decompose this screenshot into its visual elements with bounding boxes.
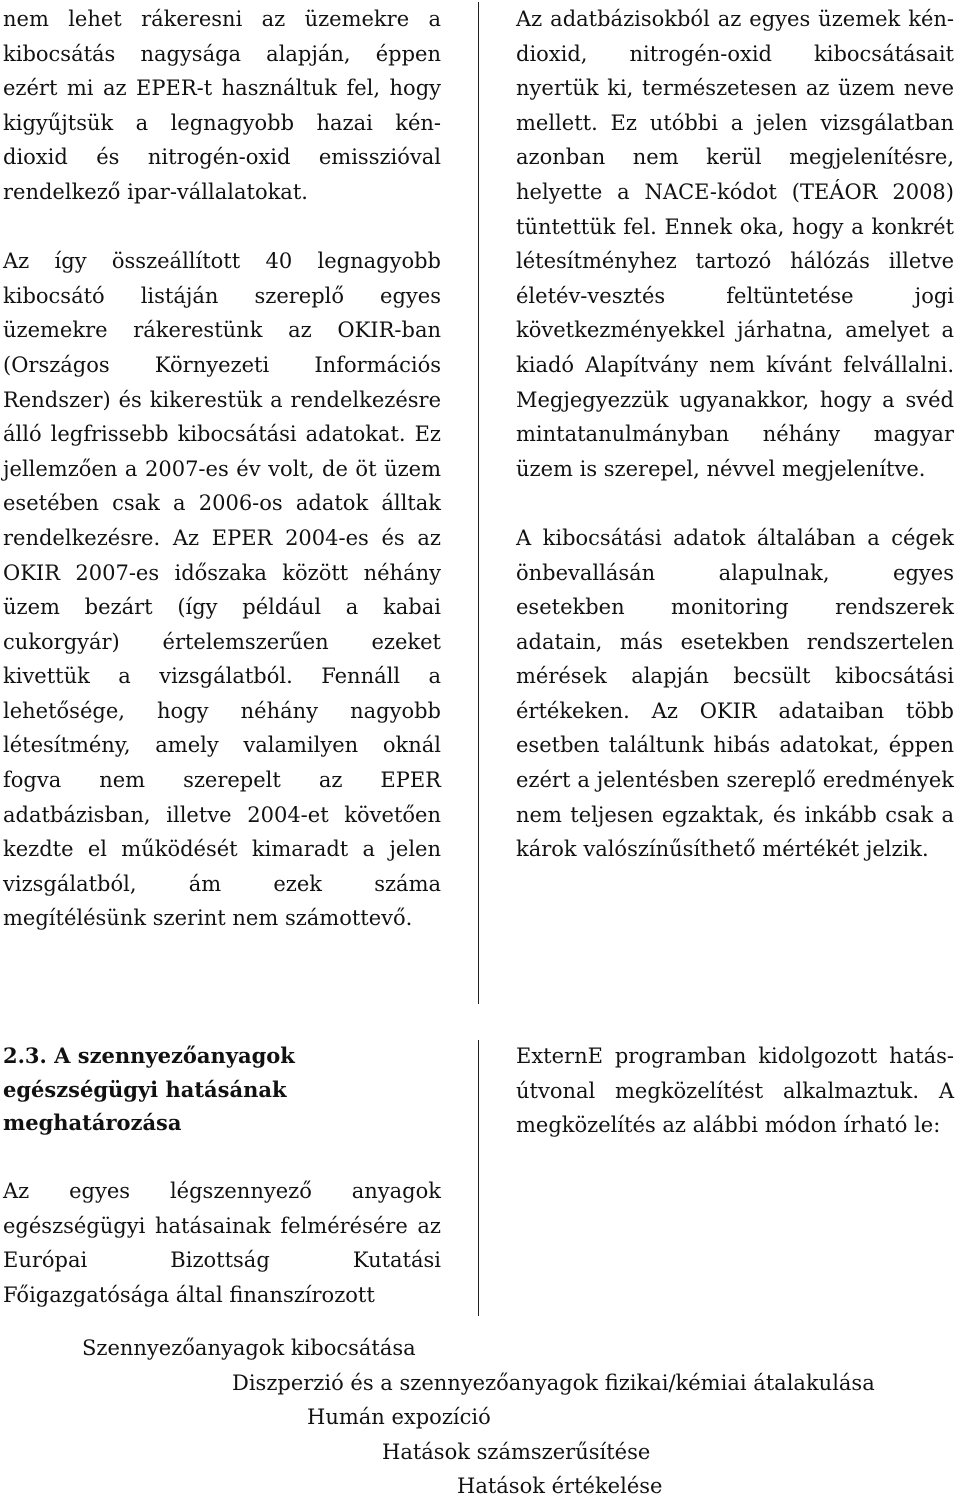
section-2-3-left-column <box>3 1039 441 1312</box>
section-heading: 2.3. A szennyezőanyagok egészségügyi hatásának meghatározása <box>3 1043 295 1135</box>
pathway-step-exposure: Humán expozíció <box>307 1405 491 1429</box>
paragraph-data-reliability: A kibocsátási adatok általában a cégek önbevallásán alapulnak, egyes esetekben monitoring rendszerek adatain, más esetekben rendszertelen mérések alapján becsült kibocsátási értékeken. Az OKIR adataiban több esetben találtunk hibás adatokat, éppen ezért a jelentésben szereplő eredmények nem teljesen egzaktak, és inkább csak a károk valószínűsíthető mértékét jelzik. <box>516 525 954 862</box>
paragraph-okir-method: Az így összeállított 40 legnagyobb kibocsátó listáján szereplő egyes üzemekre rákerestünk az OKIR-ban (Országos Környezeti Információs Rendszer) és kikerestük a rendelkezésre álló legfrissebb kibocsátási adatokat. Ez jellemzően a 2007-es év volt, de öt üzem esetében csak a 2006-os adatok álltak rendelkezésre. Az EPER 2004-es és az OKIR 2007-es időszaka között néhány üzem bezárt (így például a kabai cukorgyár) értelemszerűen ezeket kivettük a vizsgálatból. Fennáll a lehetősége, hogy néhány nagyobb létesítmény, amely valamilyen oknál fogva nem szerepelt az EPER adatbázisban, illetve 2004-et követően kezdte el működését kimaradt a jelen vizsgálatból, ám ezek száma megítélésünk szerint nem számottevő. <box>3 249 441 931</box>
paragraph-externe-approach: ExternE programban kidolgozott hatás-útvonal megközelítést alkalmaztuk. A megközelítés az alábbi módon írható le: <box>516 1044 954 1138</box>
pathway-step-valuation: Hatások értékelése <box>457 1474 663 1498</box>
section-2-3-right-column <box>516 1039 954 1143</box>
column-divider-top <box>478 2 479 1004</box>
paragraph-database-extraction: Az adatbázisokból az egyes üzemek kén-dioxid, nitrogén-oxid kibocsátásait nyertük ki, természetesen az üzem neve mellett. Ez utóbbi a jelen vizsgálatban azonban nem kerül megjelenítésre, helyette a NACE-kódot (TEÁOR 2008) tüntettük fel. Ennek oka, hogy a konkrét létesítményhez tartozó hálózás illetve életév-vesztés feltüntetése jogi következményekkel járhatna, amelyet a kiadó Alapítvány nem kívánt felvállalni. Megjegyezzük ugyanakkor, hogy a svéd mintatanulmányban néhány magyar üzem is szerepel, névvel megjelenítve. <box>516 7 954 481</box>
pathway-step-dispersion: Diszperzió és a szennyezőanyagok fizikai/kémiai átalakulása <box>232 1371 875 1395</box>
top-left-column <box>3 2 441 936</box>
top-right-column <box>516 2 954 867</box>
column-divider-bottom <box>478 1040 479 1316</box>
pathway-step-emission: Szennyezőanyagok kibocsátása <box>82 1336 416 1360</box>
pathway-step-quantification: Hatások számszerűsítése <box>382 1440 651 1464</box>
paragraph-eper-intro: nem lehet rákeresni az üzemekre a kibocsátás nagysága alapján, éppen ezért mi az EPER-t használtuk fel, hogy kigyűjtsük a legnagyobb hazai kén-dioxid és nitrogén-oxid emisszióval rendelkező ipar-vállalatokat. <box>3 7 441 204</box>
paragraph-health-effects-intro: Az egyes légszennyező anyagok egészségügyi hatásainak felmérésére az Európai Bizottság Kutatási Főigazgatósága által finanszírozott <box>3 1179 441 1307</box>
